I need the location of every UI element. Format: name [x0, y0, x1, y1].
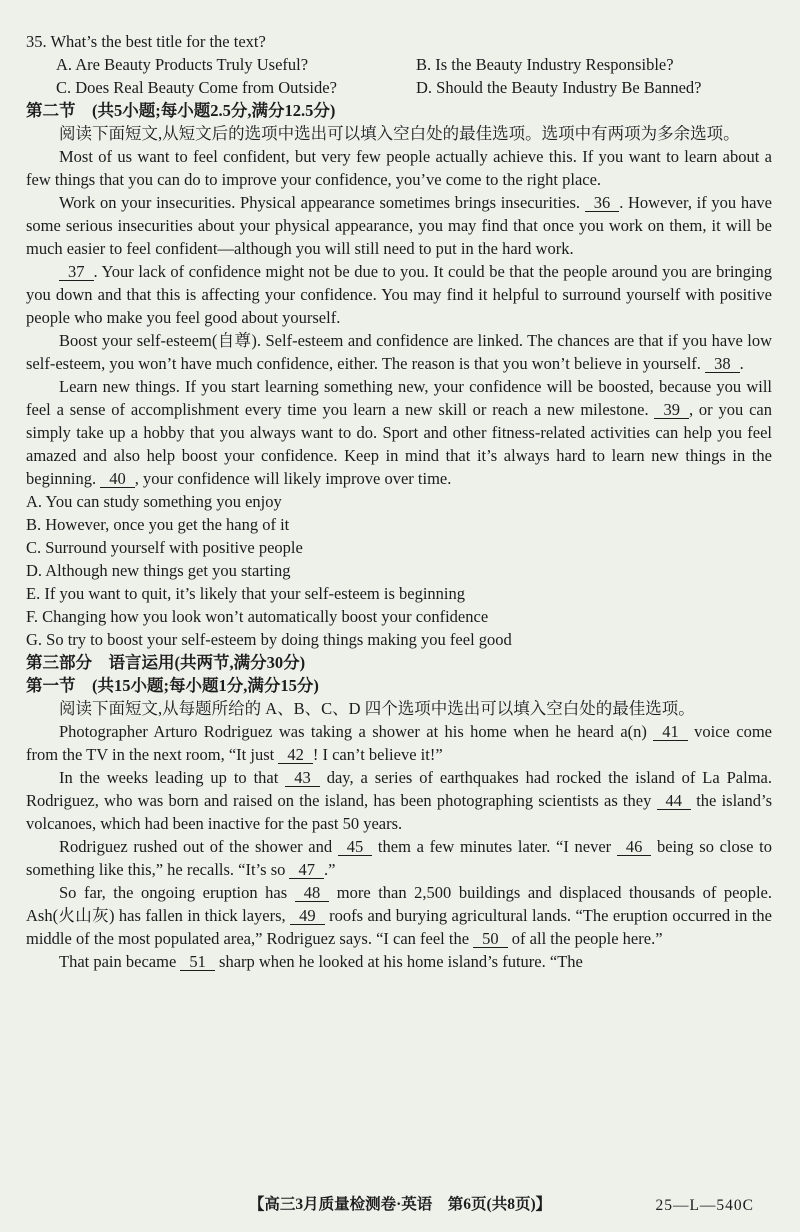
cloze-paragraph-4: So far, the ongoing eruption has 48 more than 2,500 buildings and displaced thousands of people. Ash(火山灰) has fallen in thick layers, 49 roofs and burying agricultural lands. “The eruption occurred in the middle of the most populated area,” Rodriguez says. “I can feel the 50 of all the people here.”: [26, 883, 772, 948]
cloze-blank-46: 46: [617, 838, 652, 856]
option-e: E. If you want to quit, it’s likely that your self-esteem is beginning: [26, 584, 466, 603]
question-35-stem: 35. What’s the best title for the text?: [26, 32, 266, 51]
option-d: D. Although new things get you starting: [26, 561, 291, 580]
cloze-blank-45: 45: [338, 838, 373, 856]
cloze-blank-39: 39: [654, 401, 689, 419]
part3-heading: 第三部分 语言运用(共两节,满分30分): [26, 653, 306, 672]
q35-option-b: B. Is the Beauty Industry Responsible?: [416, 55, 674, 74]
part3-node1-heading: 第一节 (共15小题;每小题1分,满分15分): [26, 676, 319, 695]
section2-instructions: 阅读下面短文,从短文后的选项中选出可以填入空白处的最佳选项。选项中有两项为多余选项。: [59, 124, 740, 143]
question-35: [26, 30, 772, 99]
cloze-paragraph-3: Rodriguez rushed out of the shower and 45 them a few minutes later. “I never 46 being so close to something like this,” he recalls. “It’s so 47 .”: [26, 837, 772, 879]
footer-title-page-number: 【高三3月质量检测卷·英语 第6页(共8页)】: [248, 1196, 552, 1213]
option-f: F. Changing how you look won’t automatically boost your confidence: [26, 607, 489, 626]
option-a: A. You can study something you enjoy: [26, 492, 282, 511]
cloze-blank-43: 43: [285, 769, 320, 787]
section-3: [26, 651, 772, 973]
q35-option-d: D. Should the Beauty Industry Be Banned?: [416, 78, 702, 97]
cloze-paragraph-2: In the weeks leading up to that 43 day, a series of earthquakes had rocked the island of La Palma. Rodriguez, who was born and raised on the island, has been photographing scientists as they 44 the island’s volcanoes, which had been inactive for the past 50 years.: [26, 768, 772, 833]
cloze-blank-51: 51: [180, 953, 215, 971]
cloze-blank-38: 38: [705, 355, 740, 373]
passage2-paragraph-5: Learn new things. If you start learning something new, your confidence will be boosted, because you will feel a sense of accomplishment every time you learn a new skill or reach a new milestone. 39 , or you can simply take up a hobby that you always want to do. Sport and other fitness-related activities can help you feel amazed and also help boost your confidence. Keep in mind that it’s always hard to learn new things in the beginning. 40 , your confidence will likely improve over time.: [26, 377, 772, 488]
q35-option-c: C. Does Real Beauty Come from Outside?: [56, 78, 337, 97]
section-2: [26, 99, 772, 651]
cloze-blank-42: 42: [278, 746, 313, 764]
cloze-blank-40: 40: [100, 470, 135, 488]
passage2-paragraph-3: 37 . Your lack of confidence might not be due to you. It could be that the people around you are bringing you down and that this is affecting your confidence. You may find it helpful to surround yourself with positive people who make you feel good about yourself.: [26, 262, 772, 327]
cloze-blank-36: 36: [585, 194, 620, 212]
q35-option-a: A. Are Beauty Products Truly Useful?: [56, 55, 309, 74]
cloze-blank-48: 48: [295, 884, 330, 902]
cloze-blank-49: 49: [290, 907, 325, 925]
option-g: G. So try to boost your self-esteem by doing things making you feel good: [26, 630, 512, 649]
option-c: C. Surround yourself with positive people: [26, 538, 303, 557]
section2-heading: 第二节 (共5小题;每小题2.5分,满分12.5分): [26, 101, 336, 120]
passage2-paragraph-1: Most of us want to feel confident, but very few people actually achieve this. If you want to learn about a few things that you can do to improve your confidence, you’ve come to the right place.: [26, 147, 772, 189]
question-35-options: [26, 53, 772, 99]
cloze-paragraph-5: That pain became 51 sharp when he looked at his home island’s future. “The: [59, 952, 583, 971]
cloze-blank-47: 47: [289, 861, 324, 879]
page-footer: [0, 1193, 800, 1216]
cloze-blank-50: 50: [473, 930, 508, 948]
option-b: B. However, once you get the hang of it: [26, 515, 290, 534]
paper-code: 25—L—540C: [655, 1197, 754, 1214]
part3-instructions: 阅读下面短文,从每题所给的 A、B、C、D 四个选项中选出可以填入空白处的最佳选项。: [59, 699, 695, 718]
passage2-paragraph-4: Boost your self-esteem(自尊). Self-esteem and confidence are linked. The chances are that if you have low self-esteem, you won’t have much confidence, either. The reason is that you won’t believe in yourself. 38 .: [26, 331, 772, 373]
section2-option-list: [26, 490, 772, 651]
passage2-paragraph-2: Work on your insecurities. Physical appearance sometimes brings insecurities. 36 . However, if you have some serious insecurities about your physical appearance, you may find that once you work on them, it will be much easier to feel confident—although you will still need to put in the hard work.: [26, 193, 772, 258]
cloze-blank-37: 37: [59, 263, 94, 281]
cloze-paragraph-1: Photographer Arturo Rodriguez was taking a shower at his home when he heard a(n) 41 voice come from the TV in the next room, “It just 42 ! I can’t believe it!”: [26, 722, 772, 764]
cloze-blank-44: 44: [657, 792, 692, 810]
cloze-blank-41: 41: [653, 723, 688, 741]
